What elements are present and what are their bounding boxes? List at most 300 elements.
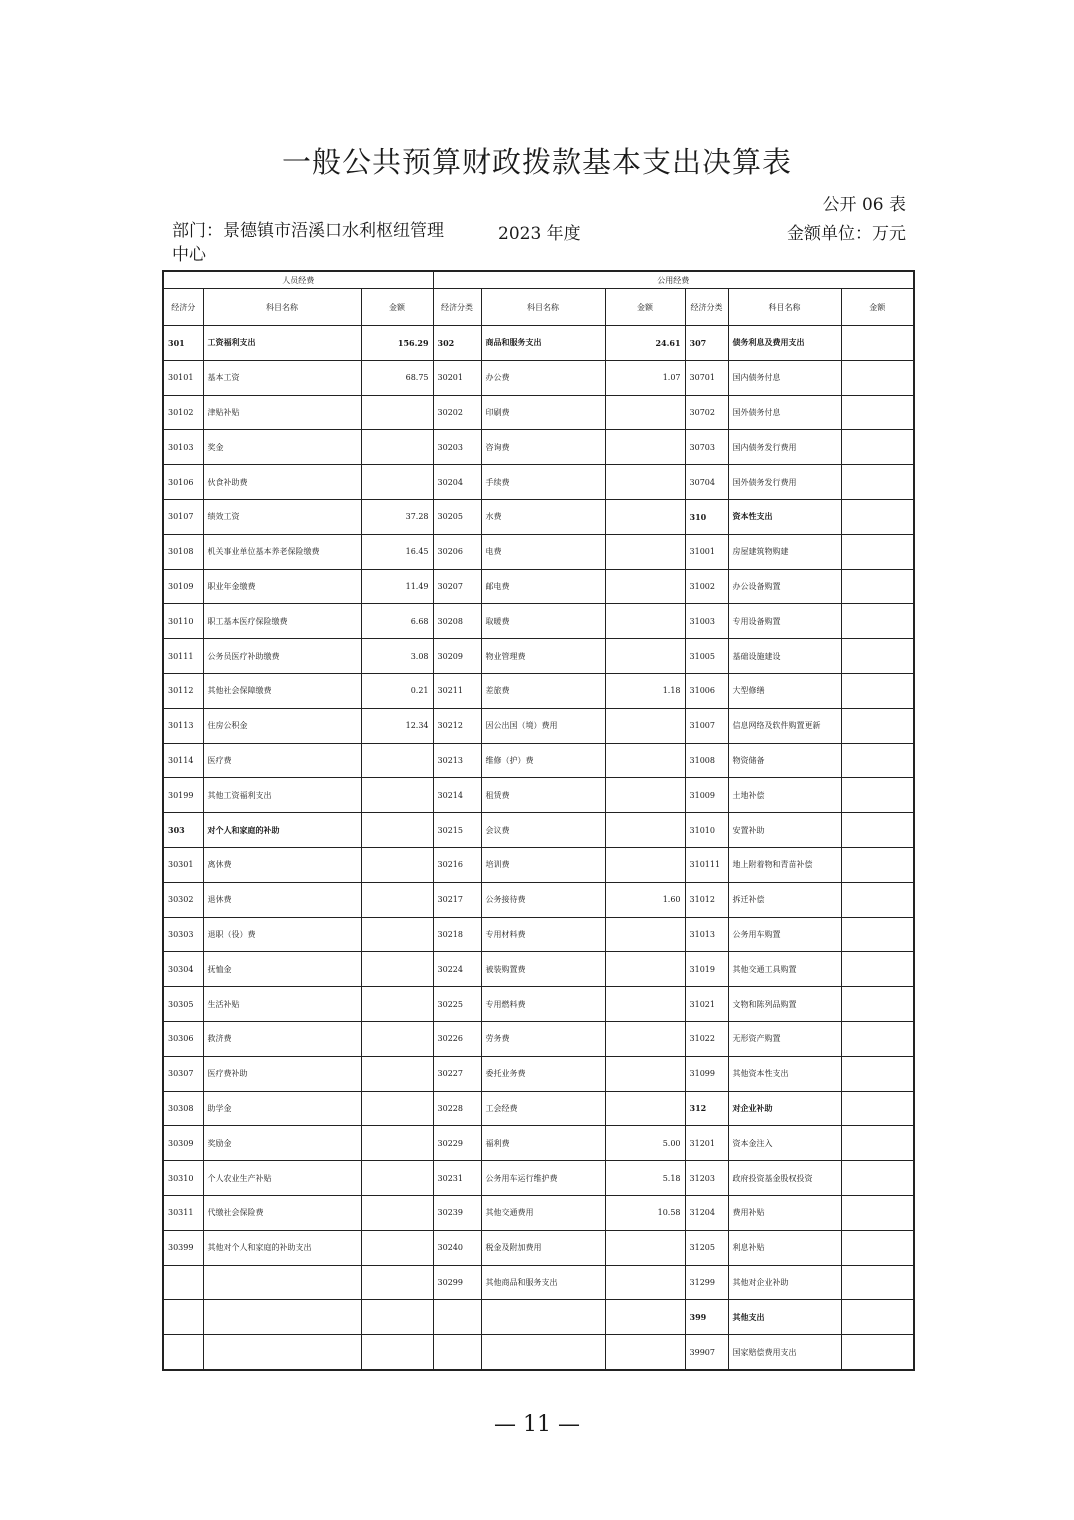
table-cell-amt xyxy=(361,813,433,848)
table-row xyxy=(163,1230,914,1265)
table-cell-name xyxy=(481,1335,605,1370)
table-row xyxy=(163,917,914,952)
col-header: 经济分类 xyxy=(433,289,481,326)
table-cell-name: 资本金注入 xyxy=(728,1126,841,1161)
table-cell-name: 代缴社会保险费 xyxy=(203,1195,361,1230)
table-cell-amt xyxy=(605,952,685,987)
table-cell-name: 劳务费 xyxy=(481,1021,605,1056)
page-title: 一般公共预算财政拨款基本支出决算表 xyxy=(281,145,792,179)
table-cell-amt xyxy=(361,882,433,917)
table-cell-amt xyxy=(841,743,914,778)
table-cell-name: 维修（护）费 xyxy=(481,743,605,778)
table-cell-name: 退职（役）费 xyxy=(203,917,361,952)
table-cell-name: 奖励金 xyxy=(203,1126,361,1161)
table-cell-name: 基础设施建设 xyxy=(728,639,841,674)
table-cell-code: 30108 xyxy=(163,534,203,569)
table-cell-code: 307 xyxy=(685,326,728,361)
table-cell-amt xyxy=(841,987,914,1022)
table-cell-name: 办公费 xyxy=(481,360,605,395)
table-cell-amt xyxy=(841,395,914,430)
table-cell-code: 30703 xyxy=(685,430,728,465)
table-cell-name: 机关事业单位基本养老保险缴费 xyxy=(203,534,361,569)
table-cell-name: 住房公积金 xyxy=(203,708,361,743)
table-row xyxy=(163,360,914,395)
table-cell-amt xyxy=(841,1161,914,1196)
table-cell-amt: 10.58 xyxy=(605,1195,685,1230)
table-cell-name: 印刷费 xyxy=(481,395,605,430)
table-cell-code: 30109 xyxy=(163,569,203,604)
table-cell-code: 30202 xyxy=(433,395,481,430)
col-header: 科目名称 xyxy=(728,289,841,326)
table-cell-code: 30214 xyxy=(433,778,481,813)
table-cell-name xyxy=(481,1300,605,1335)
table-cell-name: 福利费 xyxy=(481,1126,605,1161)
table-cell-amt xyxy=(605,604,685,639)
table-cell-name: 国内债务付息 xyxy=(728,360,841,395)
table-cell-amt xyxy=(361,430,433,465)
col-header: 科目名称 xyxy=(203,289,361,326)
table-cell-name xyxy=(203,1265,361,1300)
amount-unit: 金额单位：万元 xyxy=(787,224,906,244)
table-cell-code: 30309 xyxy=(163,1126,203,1161)
table-cell-amt xyxy=(841,499,914,534)
table-cell-name: 其他交通工具购置 xyxy=(728,952,841,987)
table-cell-code: 31203 xyxy=(685,1161,728,1196)
table-cell-name: 利息补贴 xyxy=(728,1230,841,1265)
table-row xyxy=(163,1126,914,1161)
table-cell-amt xyxy=(361,1335,433,1370)
table-cell-amt xyxy=(841,1021,914,1056)
table-cell-code: 30702 xyxy=(685,395,728,430)
table-cell-amt xyxy=(605,1230,685,1265)
table-cell-amt xyxy=(361,1265,433,1300)
table-cell-name: 离休费 xyxy=(203,847,361,882)
page-number: — 11 — xyxy=(494,1412,580,1437)
col-header: 经济分类 xyxy=(685,289,728,326)
table-cell-amt xyxy=(361,1091,433,1126)
table-cell-amt: 12.34 xyxy=(361,708,433,743)
table-cell-code: 30114 xyxy=(163,743,203,778)
table-cell-name: 文物和陈列品购置 xyxy=(728,987,841,1022)
table-cell-code: 30239 xyxy=(433,1195,481,1230)
table-cell-code: 30217 xyxy=(433,882,481,917)
table-cell-code: 399 xyxy=(685,1300,728,1335)
table-cell-name: 地上附着物和青苗补偿 xyxy=(728,847,841,882)
table-cell-amt xyxy=(841,917,914,952)
table-cell-code: 30111 xyxy=(163,639,203,674)
col-header: 金额 xyxy=(605,289,685,326)
table-cell-amt xyxy=(841,847,914,882)
table-cell-code: 312 xyxy=(685,1091,728,1126)
group-public: 公用经费 xyxy=(433,271,914,289)
table-cell-code: 31012 xyxy=(685,882,728,917)
expenditure-table xyxy=(162,270,915,1371)
table-cell-code: 30218 xyxy=(433,917,481,952)
table-cell-name: 水费 xyxy=(481,499,605,534)
table-row xyxy=(163,847,914,882)
table-cell-code: 31021 xyxy=(685,987,728,1022)
table-cell-name: 工资福利支出 xyxy=(203,326,361,361)
table-cell-amt xyxy=(605,1021,685,1056)
table-row xyxy=(163,813,914,848)
table-cell-amt xyxy=(605,1091,685,1126)
table-cell-code: 31007 xyxy=(685,708,728,743)
table-cell-code xyxy=(163,1335,203,1370)
table-cell-amt xyxy=(841,882,914,917)
table-cell-code: 30231 xyxy=(433,1161,481,1196)
table-row xyxy=(163,743,914,778)
table-cell-name: 税金及附加费用 xyxy=(481,1230,605,1265)
table-cell-amt: 16.45 xyxy=(361,534,433,569)
table-cell-code: 31010 xyxy=(685,813,728,848)
table-cell-name: 职业年金缴费 xyxy=(203,569,361,604)
table-cell-code: 30226 xyxy=(433,1021,481,1056)
table-cell-name: 专用材料费 xyxy=(481,917,605,952)
table-row xyxy=(163,952,914,987)
table-cell-name: 其他对个人和家庭的补助支出 xyxy=(203,1230,361,1265)
table-cell-code xyxy=(163,1265,203,1300)
table-row xyxy=(163,604,914,639)
table-cell-name: 拆迁补偿 xyxy=(728,882,841,917)
table-cell-name: 会议费 xyxy=(481,813,605,848)
table-cell-name: 咨询费 xyxy=(481,430,605,465)
table-cell-amt: 24.61 xyxy=(605,326,685,361)
table-cell-amt xyxy=(841,708,914,743)
table-cell-name: 个人农业生产补贴 xyxy=(203,1161,361,1196)
table-cell-code: 30103 xyxy=(163,430,203,465)
table-cell-name: 对个人和家庭的补助 xyxy=(203,813,361,848)
table-cell-amt: 1.18 xyxy=(605,673,685,708)
col-header: 科目名称 xyxy=(481,289,605,326)
table-cell-amt xyxy=(841,569,914,604)
table-cell-code: 30306 xyxy=(163,1021,203,1056)
table-cell-name xyxy=(203,1335,361,1370)
table-row xyxy=(163,465,914,500)
table-cell-name: 资本性支出 xyxy=(728,499,841,534)
table-cell-name: 医疗费补助 xyxy=(203,1056,361,1091)
table-cell-name: 其他交通费用 xyxy=(481,1195,605,1230)
table-row xyxy=(163,778,914,813)
table-cell-amt xyxy=(841,673,914,708)
table-cell-amt xyxy=(841,952,914,987)
table-row xyxy=(163,1300,914,1335)
table-cell-amt xyxy=(841,604,914,639)
table-cell-code: 310111 xyxy=(685,847,728,882)
table-cell-code: 30240 xyxy=(433,1230,481,1265)
table-cell-name xyxy=(203,1300,361,1335)
table-row xyxy=(163,1021,914,1056)
table-row xyxy=(163,882,914,917)
table-cell-name: 租赁费 xyxy=(481,778,605,813)
table-cell-amt: 5.18 xyxy=(605,1161,685,1196)
table-cell-name: 委托业务费 xyxy=(481,1056,605,1091)
table-cell-name: 国外债务发行费用 xyxy=(728,465,841,500)
table-cell-code: 30207 xyxy=(433,569,481,604)
table-row xyxy=(163,639,914,674)
table-cell-name: 国内债务发行费用 xyxy=(728,430,841,465)
table-cell-name: 公务员医疗补助缴费 xyxy=(203,639,361,674)
table-cell-name: 对企业补助 xyxy=(728,1091,841,1126)
table-cell-amt xyxy=(605,639,685,674)
table-cell-code: 31201 xyxy=(685,1126,728,1161)
table-cell-name: 其他支出 xyxy=(728,1300,841,1335)
table-row xyxy=(163,569,914,604)
table-cell-amt xyxy=(841,1195,914,1230)
table-cell-amt xyxy=(605,708,685,743)
table-cell-name: 医疗费 xyxy=(203,743,361,778)
table-cell-name: 安置补助 xyxy=(728,813,841,848)
table-cell-code: 303 xyxy=(163,813,203,848)
table-cell-name: 无形资产购置 xyxy=(728,1021,841,1056)
table-cell-code: 30307 xyxy=(163,1056,203,1091)
table-cell-amt xyxy=(361,847,433,882)
table-row xyxy=(163,1091,914,1126)
table-cell-code: 31001 xyxy=(685,534,728,569)
table-cell-name: 债务利息及费用支出 xyxy=(728,326,841,361)
table-cell-code: 39907 xyxy=(685,1335,728,1370)
table-cell-name: 因公出国（境）费用 xyxy=(481,708,605,743)
table-cell-name: 办公设备购置 xyxy=(728,569,841,604)
table-cell-name: 其他工资福利支出 xyxy=(203,778,361,813)
col-header: 金额 xyxy=(361,289,433,326)
table-cell-amt: 156.29 xyxy=(361,326,433,361)
table-cell-code: 30113 xyxy=(163,708,203,743)
table-cell-code: 30225 xyxy=(433,987,481,1022)
table-cell-code: 30203 xyxy=(433,430,481,465)
table-cell-amt xyxy=(361,1056,433,1091)
table-cell-name: 生活补贴 xyxy=(203,987,361,1022)
table-cell-code: 30227 xyxy=(433,1056,481,1091)
table-row xyxy=(163,395,914,430)
table-cell-code: 30302 xyxy=(163,882,203,917)
table-cell-name: 被装购置费 xyxy=(481,952,605,987)
table-cell-code: 30213 xyxy=(433,743,481,778)
table-cell-name: 邮电费 xyxy=(481,569,605,604)
table-cell-code: 31205 xyxy=(685,1230,728,1265)
table-row xyxy=(163,1335,914,1370)
table-cell-amt xyxy=(841,813,914,848)
table-cell-code: 310 xyxy=(685,499,728,534)
table-cell-name: 伙食补助费 xyxy=(203,465,361,500)
table-cell-code: 30228 xyxy=(433,1091,481,1126)
col-header: 经济分 xyxy=(163,289,203,326)
table-cell-amt xyxy=(841,1300,914,1335)
table-cell-amt xyxy=(361,1230,433,1265)
table-cell-amt xyxy=(605,465,685,500)
table-cell-code: 30224 xyxy=(433,952,481,987)
group-header-row xyxy=(163,271,914,289)
table-cell-name: 土地补偿 xyxy=(728,778,841,813)
table-cell-code: 30206 xyxy=(433,534,481,569)
table-cell-amt xyxy=(841,1126,914,1161)
table-cell-amt xyxy=(841,360,914,395)
table-row xyxy=(163,1056,914,1091)
table-cell-amt: 37.28 xyxy=(361,499,433,534)
table-cell-code: 30303 xyxy=(163,917,203,952)
table-cell-amt: 0.21 xyxy=(361,673,433,708)
table-cell-code: 30201 xyxy=(433,360,481,395)
table-cell-amt xyxy=(361,465,433,500)
table-cell-code: 30209 xyxy=(433,639,481,674)
table-cell-name: 工会经费 xyxy=(481,1091,605,1126)
table-cell-amt xyxy=(605,499,685,534)
table-cell-code: 30215 xyxy=(433,813,481,848)
table-cell-name: 公务接待费 xyxy=(481,882,605,917)
table-row xyxy=(163,1265,914,1300)
table-row xyxy=(163,1161,914,1196)
table-cell-code: 30212 xyxy=(433,708,481,743)
table-cell-amt xyxy=(605,569,685,604)
table-cell-name: 物业管理费 xyxy=(481,639,605,674)
table-cell-name: 退休费 xyxy=(203,882,361,917)
table-row xyxy=(163,708,914,743)
table-cell-name: 职工基本医疗保险缴费 xyxy=(203,604,361,639)
table-cell-name: 商品和服务支出 xyxy=(481,326,605,361)
table-cell-name: 信息网络及软件购置更新 xyxy=(728,708,841,743)
table-cell-amt xyxy=(841,534,914,569)
table-cell-code: 31019 xyxy=(685,952,728,987)
table-cell-code: 30107 xyxy=(163,499,203,534)
table-cell-amt xyxy=(361,743,433,778)
table-cell-amt: 11.49 xyxy=(361,569,433,604)
table-cell-amt: 1.07 xyxy=(605,360,685,395)
table-row xyxy=(163,673,914,708)
table-cell-code xyxy=(433,1335,481,1370)
table-cell-name: 公务用车购置 xyxy=(728,917,841,952)
table-cell-name: 助学金 xyxy=(203,1091,361,1126)
table-cell-name: 大型修缮 xyxy=(728,673,841,708)
table-cell-name: 国外债务付息 xyxy=(728,395,841,430)
table-cell-code: 30211 xyxy=(433,673,481,708)
table-cell-code: 30701 xyxy=(685,360,728,395)
table-cell-code: 31009 xyxy=(685,778,728,813)
table-cell-amt xyxy=(841,639,914,674)
table-cell-name: 手续费 xyxy=(481,465,605,500)
table-cell-code xyxy=(433,1300,481,1335)
table-row xyxy=(163,326,914,361)
table-cell-code: 30310 xyxy=(163,1161,203,1196)
table-cell-amt xyxy=(605,1335,685,1370)
table-cell-amt xyxy=(605,987,685,1022)
table-cell-amt xyxy=(361,1021,433,1056)
table-cell-code: 31099 xyxy=(685,1056,728,1091)
fiscal-year: 2023 年度 xyxy=(498,224,581,244)
table-cell-amt xyxy=(605,813,685,848)
table-cell-amt xyxy=(841,778,914,813)
table-cell-code: 30308 xyxy=(163,1091,203,1126)
table-cell-name: 国家赔偿费用支出 xyxy=(728,1335,841,1370)
table-cell-code: 30704 xyxy=(685,465,728,500)
table-cell-code: 31299 xyxy=(685,1265,728,1300)
table-cell-amt xyxy=(361,778,433,813)
table-cell-name: 绩效工资 xyxy=(203,499,361,534)
table-cell-code: 30299 xyxy=(433,1265,481,1300)
table-cell-name: 专用设备购置 xyxy=(728,604,841,639)
table-cell-amt xyxy=(605,1265,685,1300)
table-cell-amt xyxy=(605,847,685,882)
table-cell-amt xyxy=(605,1300,685,1335)
table-cell-code: 30301 xyxy=(163,847,203,882)
table-cell-code: 30204 xyxy=(433,465,481,500)
col-header: 金额 xyxy=(841,289,914,326)
column-header-row xyxy=(163,289,914,326)
table-cell-code: 31204 xyxy=(685,1195,728,1230)
table-cell-code: 31006 xyxy=(685,673,728,708)
table-cell-amt xyxy=(841,1056,914,1091)
table-cell-name: 房屋建筑物购建 xyxy=(728,534,841,569)
group-personnel: 人员经费 xyxy=(163,271,433,289)
table-row xyxy=(163,534,914,569)
table-cell-name: 物资储备 xyxy=(728,743,841,778)
table-cell-code: 30199 xyxy=(163,778,203,813)
table-cell-code: 30305 xyxy=(163,987,203,1022)
table-cell-code: 30205 xyxy=(433,499,481,534)
table-cell-name: 费用补贴 xyxy=(728,1195,841,1230)
table-cell-amt xyxy=(605,778,685,813)
table-cell-code: 30101 xyxy=(163,360,203,395)
table-cell-amt xyxy=(605,1056,685,1091)
table-cell-name: 培训费 xyxy=(481,847,605,882)
table-cell-name: 差旅费 xyxy=(481,673,605,708)
table-row xyxy=(163,1195,914,1230)
table-cell-amt xyxy=(841,1335,914,1370)
table-cell-code: 31022 xyxy=(685,1021,728,1056)
table-cell-amt xyxy=(361,1161,433,1196)
table-cell-amt xyxy=(841,1091,914,1126)
table-cell-name: 奖金 xyxy=(203,430,361,465)
table-cell-code: 31003 xyxy=(685,604,728,639)
table-cell-amt xyxy=(361,952,433,987)
table-cell-amt: 1.60 xyxy=(605,882,685,917)
department-label: 部门：景德镇市浯溪口水利枢纽管理中心 xyxy=(172,221,444,265)
table-cell-code: 30112 xyxy=(163,673,203,708)
table-cell-name: 津贴补贴 xyxy=(203,395,361,430)
table-cell-code: 31013 xyxy=(685,917,728,952)
table-cell-code: 31008 xyxy=(685,743,728,778)
table-cell-code: 30110 xyxy=(163,604,203,639)
table-cell-amt xyxy=(361,395,433,430)
table-row xyxy=(163,430,914,465)
table-cell-code: 30229 xyxy=(433,1126,481,1161)
table-cell-code: 30399 xyxy=(163,1230,203,1265)
table-cell-code: 30216 xyxy=(433,847,481,882)
table-cell-amt xyxy=(605,395,685,430)
table-cell-amt: 68.75 xyxy=(361,360,433,395)
table-cell-name: 其他资本性支出 xyxy=(728,1056,841,1091)
table-cell-code: 31002 xyxy=(685,569,728,604)
form-number: 公开 06 表 xyxy=(822,195,906,215)
table-cell-name: 电费 xyxy=(481,534,605,569)
table-cell-code: 30304 xyxy=(163,952,203,987)
table-cell-amt xyxy=(361,1126,433,1161)
table-cell-code: 302 xyxy=(433,326,481,361)
table-cell-code: 30106 xyxy=(163,465,203,500)
table-cell-amt xyxy=(841,326,914,361)
table-cell-code: 30311 xyxy=(163,1195,203,1230)
table-cell-amt: 5.00 xyxy=(605,1126,685,1161)
table-cell-amt xyxy=(605,743,685,778)
table-cell-amt: 6.68 xyxy=(361,604,433,639)
table-cell-code: 30102 xyxy=(163,395,203,430)
table-cell-amt xyxy=(841,1265,914,1300)
table-row xyxy=(163,987,914,1022)
table-cell-code: 301 xyxy=(163,326,203,361)
table-cell-code: 31005 xyxy=(685,639,728,674)
table-cell-name: 其他商品和服务支出 xyxy=(481,1265,605,1300)
table-cell-amt: 3.08 xyxy=(361,639,433,674)
table-cell-name: 公务用车运行维护费 xyxy=(481,1161,605,1196)
table-cell-amt xyxy=(841,1230,914,1265)
